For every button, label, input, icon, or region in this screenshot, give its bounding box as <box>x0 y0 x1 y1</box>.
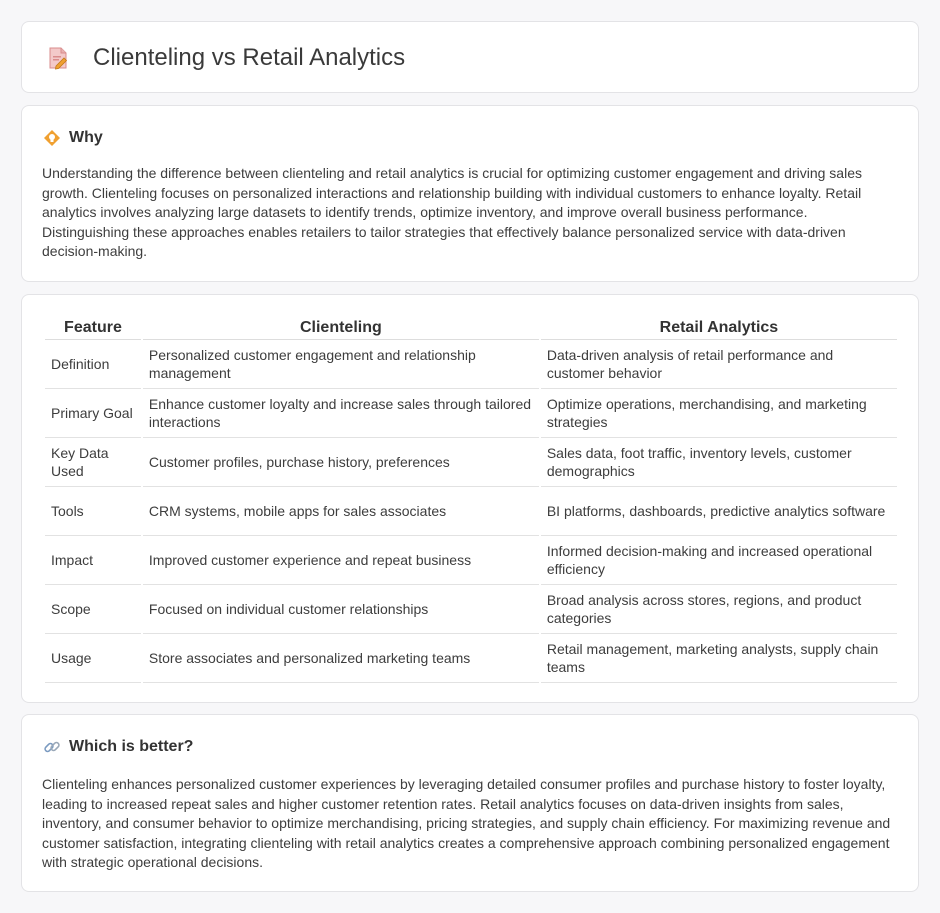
clienteling-cell: Enhance customer loyalty and increase sales through tailored interactions <box>143 389 539 438</box>
clienteling-cell: Customer profiles, purchase history, preferences <box>143 438 539 487</box>
clienteling-cell: CRM systems, mobile apps for sales associates <box>143 487 539 536</box>
retail-analytics-cell: Retail management, marketing analysts, supply chain teams <box>541 634 897 683</box>
feature-cell: Impact <box>45 536 141 585</box>
clienteling-cell: Improved customer experience and repeat business <box>143 536 539 585</box>
feature-cell: Primary Goal <box>45 389 141 438</box>
comparison-section <box>21 294 919 703</box>
better-heading-row <box>43 736 193 758</box>
comparison-table <box>43 314 899 683</box>
table-header-row <box>45 314 897 340</box>
link-icon <box>43 738 61 756</box>
table-row <box>45 585 897 634</box>
feature-cell: Definition <box>45 340 141 389</box>
table-row <box>45 634 897 683</box>
feature-cell: Usage <box>45 634 141 683</box>
why-section <box>21 105 919 282</box>
better-text: Clienteling enhances personalized customer experiences by leveraging detailed consumer profiles and purchase history to foster loyalty, leading to increased repeat sales and higher customer retention rates. Retail analytics focuses on data-driven insights from sales, inventory, and consumer behavior to optimize merchandising, pricing strategies, and supply chain efficiency. For maximizing revenue and customer satisfaction, integrating clienteling with retail analytics creates a comprehensive approach combining personalized engagement with strategic operational decisions. <box>42 776 891 870</box>
clienteling-cell: Store associates and personalized marketing teams <box>143 634 539 683</box>
column-header-feature: Feature <box>45 314 141 340</box>
retail-analytics-cell: Data-driven analysis of retail performance and customer behavior <box>541 340 897 389</box>
retail-analytics-cell: Sales data, foot traffic, inventory levels, customer demographics <box>541 438 897 487</box>
clienteling-cell: Personalized customer engagement and relationship management <box>143 340 539 389</box>
why-heading-row <box>43 127 103 149</box>
retail-analytics-cell: Optimize operations, merchandising, and marketing strategies <box>541 389 897 438</box>
why-heading: Why <box>69 129 103 146</box>
feature-cell: Tools <box>45 487 141 536</box>
header-card <box>21 21 919 93</box>
table-row <box>45 438 897 487</box>
column-header-clienteling: Clienteling <box>143 314 539 340</box>
retail-analytics-cell: Informed decision-making and increased operational efficiency <box>541 536 897 585</box>
retail-analytics-cell: Broad analysis across stores, regions, and product categories <box>541 585 897 634</box>
which-is-better-section <box>21 714 919 892</box>
column-header-retail-analytics: Retail Analytics <box>541 314 897 340</box>
document-pencil-icon <box>47 46 69 70</box>
why-text: Understanding the difference between clienteling and retail analytics is crucial for optimizing customer engagement and driving sales growth. Clienteling focuses on personalized interactions and relationship building with individual customers to enhance loyalty. Retail analytics involves analyzing large datasets to identify trends, optimize inventory, and improve overall business performance. Distinguishing these approaches enables retailers to tailor strategies that effectively balance personalized service with data-driven decision-making. <box>42 165 862 259</box>
clienteling-cell: Focused on individual customer relationships <box>143 585 539 634</box>
feature-cell: Scope <box>45 585 141 634</box>
table-row <box>45 340 897 389</box>
table-row <box>45 536 897 585</box>
page-title: Clienteling vs Retail Analytics <box>93 44 406 71</box>
table-row <box>45 389 897 438</box>
table-row <box>45 487 897 536</box>
feature-cell: Key Data Used <box>45 438 141 487</box>
better-heading: Which is better? <box>69 738 194 755</box>
lightbulb-diamond-icon <box>43 129 61 147</box>
retail-analytics-cell: BI platforms, dashboards, predictive analytics software <box>541 487 897 536</box>
